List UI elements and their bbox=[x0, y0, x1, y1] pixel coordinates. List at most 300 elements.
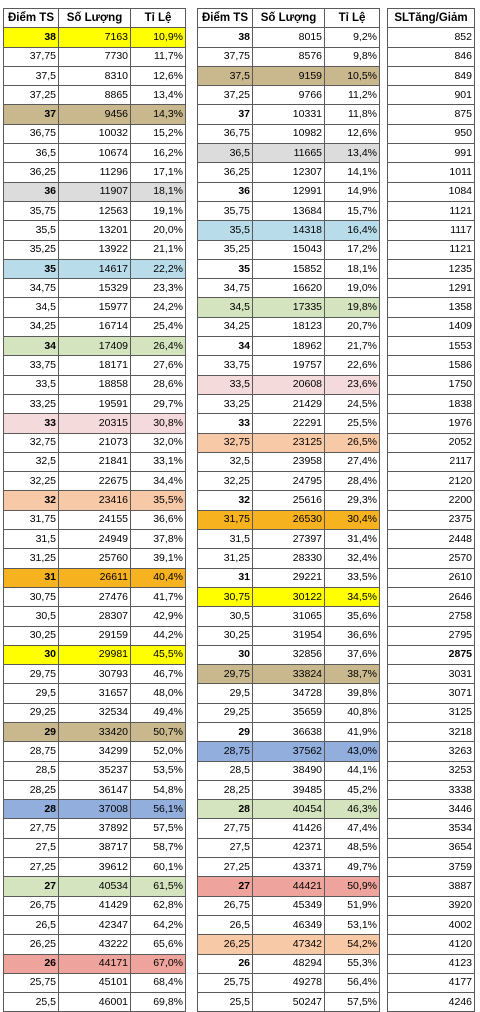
change-cell: 1011 bbox=[388, 163, 475, 182]
table-row bbox=[4, 47, 186, 66]
table-row bbox=[198, 433, 380, 452]
score-table-middle bbox=[197, 8, 380, 1012]
change-cell: 1291 bbox=[388, 279, 475, 298]
change-cell: 4123 bbox=[388, 954, 475, 973]
score-cell: 33,25 bbox=[198, 394, 253, 413]
table-row bbox=[388, 298, 475, 317]
score-cell: 37,5 bbox=[198, 66, 253, 85]
count-cell: 19591 bbox=[59, 394, 131, 413]
table-row bbox=[388, 375, 475, 394]
count-cell: 13201 bbox=[59, 221, 131, 240]
score-cell: 27 bbox=[198, 877, 253, 896]
count-cell: 30122 bbox=[253, 587, 325, 606]
table-row bbox=[388, 182, 475, 201]
score-cell: 25,5 bbox=[4, 993, 59, 1012]
change-cell: 1976 bbox=[388, 414, 475, 433]
header-score: Điểm TS bbox=[198, 9, 253, 28]
count-cell: 15329 bbox=[59, 279, 131, 298]
ratio-cell: 43,0% bbox=[325, 742, 380, 761]
table-row bbox=[388, 279, 475, 298]
count-cell: 23416 bbox=[59, 491, 131, 510]
table-row bbox=[388, 240, 475, 259]
score-cell: 37,5 bbox=[4, 66, 59, 85]
ratio-cell: 14,3% bbox=[131, 105, 186, 124]
score-cell: 29,75 bbox=[198, 665, 253, 684]
table-row bbox=[4, 530, 186, 549]
table-row bbox=[198, 915, 380, 934]
table-row bbox=[198, 858, 380, 877]
count-cell: 14318 bbox=[253, 221, 325, 240]
ratio-cell: 54,2% bbox=[325, 935, 380, 954]
table-row bbox=[388, 144, 475, 163]
score-cell: 34,75 bbox=[198, 279, 253, 298]
count-cell: 42347 bbox=[59, 915, 131, 934]
score-cell: 32,5 bbox=[198, 452, 253, 471]
ratio-cell: 30,4% bbox=[325, 510, 380, 529]
ratio-cell: 56,4% bbox=[325, 973, 380, 992]
score-cell: 33 bbox=[4, 414, 59, 433]
count-cell: 25616 bbox=[253, 491, 325, 510]
score-cell: 32 bbox=[4, 491, 59, 510]
table-row bbox=[388, 433, 475, 452]
table-row bbox=[4, 780, 186, 799]
table-row bbox=[198, 240, 380, 259]
score-cell: 33 bbox=[198, 414, 253, 433]
table-row bbox=[388, 935, 475, 954]
table-row bbox=[198, 28, 380, 47]
table-row bbox=[4, 761, 186, 780]
table-row bbox=[388, 800, 475, 819]
table-row bbox=[198, 761, 380, 780]
ratio-cell: 30,8% bbox=[131, 414, 186, 433]
count-cell: 40454 bbox=[253, 800, 325, 819]
table-row bbox=[388, 394, 475, 413]
score-table-left bbox=[3, 8, 186, 1012]
score-cell: 27,25 bbox=[198, 858, 253, 877]
ratio-cell: 10,5% bbox=[325, 66, 380, 85]
table-row bbox=[198, 124, 380, 143]
header-count: Số Lượng bbox=[253, 9, 325, 28]
ratio-cell: 13,4% bbox=[131, 86, 186, 105]
ratio-cell: 18,1% bbox=[325, 259, 380, 278]
table-body bbox=[388, 28, 475, 1012]
table-row bbox=[198, 279, 380, 298]
score-cell: 32,75 bbox=[4, 433, 59, 452]
table-row bbox=[4, 298, 186, 317]
table-row bbox=[4, 954, 186, 973]
ratio-cell: 13,4% bbox=[325, 144, 380, 163]
ratio-cell: 37,6% bbox=[325, 645, 380, 664]
table-row bbox=[388, 568, 475, 587]
table-row bbox=[4, 684, 186, 703]
count-cell: 12307 bbox=[253, 163, 325, 182]
count-cell: 26611 bbox=[59, 568, 131, 587]
table-row bbox=[4, 935, 186, 954]
table-row bbox=[4, 993, 186, 1012]
ratio-cell: 23,3% bbox=[131, 279, 186, 298]
ratio-cell: 44,1% bbox=[325, 761, 380, 780]
ratio-cell: 68,4% bbox=[131, 973, 186, 992]
count-cell: 47342 bbox=[253, 935, 325, 954]
score-cell: 34,5 bbox=[4, 298, 59, 317]
change-cell: 2758 bbox=[388, 607, 475, 626]
ratio-cell: 58,7% bbox=[131, 838, 186, 857]
score-cell: 31,25 bbox=[4, 549, 59, 568]
count-cell: 41429 bbox=[59, 896, 131, 915]
count-cell: 9766 bbox=[253, 86, 325, 105]
count-cell: 21841 bbox=[59, 452, 131, 471]
count-cell: 46349 bbox=[253, 915, 325, 934]
table-row bbox=[198, 201, 380, 220]
count-cell: 19757 bbox=[253, 356, 325, 375]
count-cell: 15043 bbox=[253, 240, 325, 259]
table-row bbox=[4, 394, 186, 413]
count-cell: 35237 bbox=[59, 761, 131, 780]
score-cell: 35,25 bbox=[198, 240, 253, 259]
ratio-cell: 10,9% bbox=[131, 28, 186, 47]
ratio-cell: 50,9% bbox=[325, 877, 380, 896]
ratio-cell: 50,7% bbox=[131, 722, 186, 741]
score-cell: 34,5 bbox=[198, 298, 253, 317]
table-row bbox=[198, 742, 380, 761]
score-cell: 28,5 bbox=[4, 761, 59, 780]
count-cell: 13922 bbox=[59, 240, 131, 259]
score-cell: 34,75 bbox=[4, 279, 59, 298]
change-cell: 1121 bbox=[388, 201, 475, 220]
ratio-cell: 47,4% bbox=[325, 819, 380, 838]
count-cell: 8015 bbox=[253, 28, 325, 47]
score-cell: 33,75 bbox=[198, 356, 253, 375]
ratio-cell: 16,2% bbox=[131, 144, 186, 163]
table-row bbox=[4, 433, 186, 452]
table-row bbox=[4, 414, 186, 433]
count-cell: 8576 bbox=[253, 47, 325, 66]
count-cell: 16620 bbox=[253, 279, 325, 298]
score-cell: 29 bbox=[198, 722, 253, 741]
change-cell: 3654 bbox=[388, 838, 475, 857]
table-row bbox=[4, 337, 186, 356]
table-row bbox=[388, 356, 475, 375]
count-cell: 46001 bbox=[59, 993, 131, 1012]
score-cell: 30 bbox=[4, 645, 59, 664]
table-row bbox=[198, 375, 380, 394]
ratio-cell: 26,5% bbox=[325, 433, 380, 452]
score-cell: 31,75 bbox=[4, 510, 59, 529]
score-cell: 32,25 bbox=[4, 472, 59, 491]
table-row bbox=[198, 259, 380, 278]
count-cell: 15977 bbox=[59, 298, 131, 317]
score-cell: 25,75 bbox=[4, 973, 59, 992]
ratio-cell: 45,5% bbox=[131, 645, 186, 664]
table-row bbox=[388, 201, 475, 220]
count-cell: 35659 bbox=[253, 703, 325, 722]
table-row bbox=[388, 993, 475, 1012]
score-cell: 36,5 bbox=[198, 144, 253, 163]
count-cell: 9159 bbox=[253, 66, 325, 85]
table-row bbox=[198, 896, 380, 915]
ratio-cell: 37,8% bbox=[131, 530, 186, 549]
count-cell: 29159 bbox=[59, 626, 131, 645]
score-cell: 28 bbox=[198, 800, 253, 819]
score-cell: 33,25 bbox=[4, 394, 59, 413]
ratio-cell: 14,1% bbox=[325, 163, 380, 182]
table-row bbox=[198, 993, 380, 1012]
score-cell: 35,25 bbox=[4, 240, 59, 259]
ratio-cell: 20,0% bbox=[131, 221, 186, 240]
score-cell: 37,25 bbox=[4, 86, 59, 105]
table-row bbox=[388, 607, 475, 626]
score-cell: 28,25 bbox=[4, 780, 59, 799]
score-cell: 34,25 bbox=[4, 317, 59, 336]
change-cell: 3759 bbox=[388, 858, 475, 877]
table-row bbox=[4, 587, 186, 606]
table-row bbox=[198, 645, 380, 664]
count-cell: 44421 bbox=[253, 877, 325, 896]
table-row bbox=[388, 587, 475, 606]
table-row bbox=[4, 742, 186, 761]
table-row bbox=[388, 665, 475, 684]
header-count: Số Lượng bbox=[59, 9, 131, 28]
table-row bbox=[4, 182, 186, 201]
table-row bbox=[198, 780, 380, 799]
ratio-cell: 9,2% bbox=[325, 28, 380, 47]
table-row bbox=[4, 800, 186, 819]
count-cell: 10032 bbox=[59, 124, 131, 143]
ratio-cell: 48,5% bbox=[325, 838, 380, 857]
count-cell: 10982 bbox=[253, 124, 325, 143]
score-cell: 33,75 bbox=[4, 356, 59, 375]
table-row bbox=[198, 105, 380, 124]
table-row bbox=[388, 838, 475, 857]
score-cell: 36 bbox=[4, 182, 59, 201]
count-cell: 27397 bbox=[253, 530, 325, 549]
ratio-cell: 49,4% bbox=[131, 703, 186, 722]
table-row bbox=[4, 665, 186, 684]
ratio-cell: 69,8% bbox=[131, 993, 186, 1012]
score-cell: 34,25 bbox=[198, 317, 253, 336]
score-cell: 30,75 bbox=[4, 587, 59, 606]
count-cell: 42371 bbox=[253, 838, 325, 857]
score-cell: 37,75 bbox=[198, 47, 253, 66]
ratio-cell: 32,0% bbox=[131, 433, 186, 452]
score-cell: 27,75 bbox=[4, 819, 59, 838]
count-cell: 37008 bbox=[59, 800, 131, 819]
change-cell: 1409 bbox=[388, 317, 475, 336]
count-cell: 39485 bbox=[253, 780, 325, 799]
table-row bbox=[198, 973, 380, 992]
score-cell: 26,25 bbox=[4, 935, 59, 954]
count-cell: 17409 bbox=[59, 337, 131, 356]
ratio-cell: 29,3% bbox=[325, 491, 380, 510]
ratio-cell: 48,0% bbox=[131, 684, 186, 703]
change-cell: 2117 bbox=[388, 452, 475, 471]
table-row bbox=[198, 491, 380, 510]
score-cell: 29,5 bbox=[198, 684, 253, 703]
table-body bbox=[4, 28, 186, 1012]
change-cell: 846 bbox=[388, 47, 475, 66]
count-cell: 32856 bbox=[253, 645, 325, 664]
change-cell: 901 bbox=[388, 86, 475, 105]
table-row bbox=[388, 742, 475, 761]
table-row bbox=[388, 28, 475, 47]
table-row bbox=[4, 973, 186, 992]
score-cell: 30 bbox=[198, 645, 253, 664]
score-cell: 35,75 bbox=[4, 201, 59, 220]
count-cell: 10331 bbox=[253, 105, 325, 124]
ratio-cell: 18,1% bbox=[131, 182, 186, 201]
count-cell: 21429 bbox=[253, 394, 325, 413]
ratio-cell: 56,1% bbox=[131, 800, 186, 819]
ratio-cell: 52,0% bbox=[131, 742, 186, 761]
count-cell: 34728 bbox=[253, 684, 325, 703]
change-cell: 2448 bbox=[388, 530, 475, 549]
score-cell: 33,5 bbox=[198, 375, 253, 394]
table-row bbox=[198, 722, 380, 741]
table-row bbox=[388, 337, 475, 356]
score-cell: 30,5 bbox=[4, 607, 59, 626]
table-row bbox=[388, 472, 475, 491]
ratio-cell: 11,8% bbox=[325, 105, 380, 124]
table-row bbox=[388, 66, 475, 85]
ratio-cell: 23,6% bbox=[325, 375, 380, 394]
table-row bbox=[198, 86, 380, 105]
score-cell: 26,5 bbox=[198, 915, 253, 934]
score-cell: 35 bbox=[4, 259, 59, 278]
score-cell: 26,75 bbox=[198, 896, 253, 915]
change-cell: 849 bbox=[388, 66, 475, 85]
header-row bbox=[198, 9, 380, 28]
change-cell: 1358 bbox=[388, 298, 475, 317]
change-cell: 1084 bbox=[388, 182, 475, 201]
change-cell: 3446 bbox=[388, 800, 475, 819]
ratio-cell: 19,0% bbox=[325, 279, 380, 298]
ratio-cell: 33,1% bbox=[131, 452, 186, 471]
count-cell: 24795 bbox=[253, 472, 325, 491]
change-cell: 1553 bbox=[388, 337, 475, 356]
count-cell: 12991 bbox=[253, 182, 325, 201]
change-table-right bbox=[387, 8, 475, 1012]
table-row bbox=[198, 665, 380, 684]
count-cell: 40534 bbox=[59, 877, 131, 896]
table-row bbox=[4, 221, 186, 240]
ratio-cell: 35,6% bbox=[325, 607, 380, 626]
table-row bbox=[388, 645, 475, 664]
table-row bbox=[388, 105, 475, 124]
count-cell: 41426 bbox=[253, 819, 325, 838]
table-row bbox=[4, 375, 186, 394]
score-cell: 28,75 bbox=[198, 742, 253, 761]
ratio-cell: 34,4% bbox=[131, 472, 186, 491]
table-row bbox=[198, 838, 380, 857]
change-cell: 3263 bbox=[388, 742, 475, 761]
score-cell: 31,5 bbox=[4, 530, 59, 549]
count-cell: 44171 bbox=[59, 954, 131, 973]
table-row bbox=[4, 66, 186, 85]
change-cell: 3887 bbox=[388, 877, 475, 896]
count-cell: 38490 bbox=[253, 761, 325, 780]
table-row bbox=[388, 915, 475, 934]
table-row bbox=[198, 221, 380, 240]
count-cell: 31657 bbox=[59, 684, 131, 703]
table-row bbox=[198, 530, 380, 549]
count-cell: 16714 bbox=[59, 317, 131, 336]
ratio-cell: 44,2% bbox=[131, 626, 186, 645]
ratio-cell: 41,7% bbox=[131, 587, 186, 606]
ratio-cell: 34,5% bbox=[325, 587, 380, 606]
table-row bbox=[4, 356, 186, 375]
ratio-cell: 28,4% bbox=[325, 472, 380, 491]
table-row bbox=[4, 452, 186, 471]
score-cell: 27,5 bbox=[198, 838, 253, 857]
table-row bbox=[4, 838, 186, 857]
table-row bbox=[388, 47, 475, 66]
count-cell: 36638 bbox=[253, 722, 325, 741]
ratio-cell: 12,6% bbox=[131, 66, 186, 85]
score-cell: 33,5 bbox=[4, 375, 59, 394]
ratio-cell: 64,2% bbox=[131, 915, 186, 934]
score-cell: 31,5 bbox=[198, 530, 253, 549]
table-row bbox=[388, 780, 475, 799]
count-cell: 8865 bbox=[59, 86, 131, 105]
table-row bbox=[4, 124, 186, 143]
header-change: SLTăng/Giảm bbox=[388, 9, 475, 28]
table-row bbox=[4, 722, 186, 741]
table-row bbox=[198, 877, 380, 896]
table-row bbox=[4, 510, 186, 529]
count-cell: 10674 bbox=[59, 144, 131, 163]
change-cell: 2052 bbox=[388, 433, 475, 452]
ratio-cell: 17,2% bbox=[325, 240, 380, 259]
score-cell: 28,75 bbox=[4, 742, 59, 761]
score-cell: 32 bbox=[198, 491, 253, 510]
ratio-cell: 20,7% bbox=[325, 317, 380, 336]
ratio-cell: 57,5% bbox=[131, 819, 186, 838]
score-cell: 27,75 bbox=[198, 819, 253, 838]
table-row bbox=[198, 356, 380, 375]
score-cell: 36,25 bbox=[4, 163, 59, 182]
table-row bbox=[388, 124, 475, 143]
count-cell: 24949 bbox=[59, 530, 131, 549]
score-cell: 35,5 bbox=[198, 221, 253, 240]
header-row bbox=[388, 9, 475, 28]
change-cell: 2610 bbox=[388, 568, 475, 587]
table-row bbox=[388, 896, 475, 915]
ratio-cell: 19,1% bbox=[131, 201, 186, 220]
change-cell: 4002 bbox=[388, 915, 475, 934]
table-row bbox=[198, 317, 380, 336]
table-row bbox=[4, 491, 186, 510]
count-cell: 49278 bbox=[253, 973, 325, 992]
change-cell: 3253 bbox=[388, 761, 475, 780]
table-row bbox=[198, 935, 380, 954]
table-row bbox=[4, 896, 186, 915]
count-cell: 9456 bbox=[59, 105, 131, 124]
table-row bbox=[198, 66, 380, 85]
ratio-cell: 51,9% bbox=[325, 896, 380, 915]
count-cell: 33824 bbox=[253, 665, 325, 684]
ratio-cell: 40,8% bbox=[325, 703, 380, 722]
ratio-cell: 62,8% bbox=[131, 896, 186, 915]
table-row bbox=[388, 684, 475, 703]
table-row bbox=[4, 858, 186, 877]
table-row bbox=[4, 568, 186, 587]
count-cell: 28307 bbox=[59, 607, 131, 626]
score-cell: 29,25 bbox=[4, 703, 59, 722]
table-row bbox=[198, 587, 380, 606]
change-cell: 4177 bbox=[388, 973, 475, 992]
ratio-cell: 46,3% bbox=[325, 800, 380, 819]
table-row bbox=[198, 568, 380, 587]
